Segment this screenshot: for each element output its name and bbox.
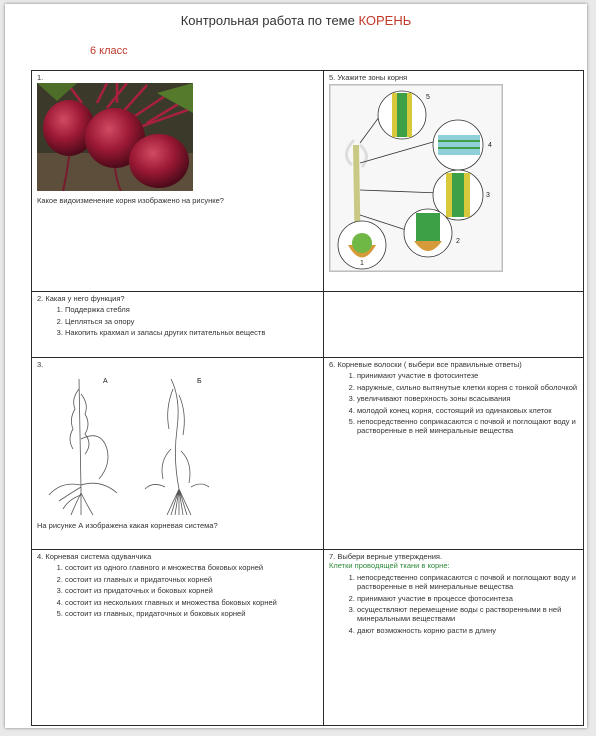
option: 1. состоит из одного главного и множества боковых корней: [65, 563, 318, 572]
zone-number-5: 5: [426, 94, 430, 102]
question-3-cell: [32, 358, 324, 550]
page-title: [5, 13, 587, 28]
question-6-options: [329, 371, 578, 435]
zone-number-3: 3: [486, 192, 490, 200]
zone-number-1: 1: [360, 260, 364, 268]
question-1-cell: [32, 71, 324, 292]
question-1-text: Какое видоизменение корня изображено на рисунке?: [37, 196, 224, 206]
option: 5. непосредственно соприкасаются с почвой и поглощают воду и растворенные в ней минеральные вещества: [357, 417, 578, 436]
question-7-cell: [324, 550, 584, 726]
option: 5. состоит из главных, придаточных и боковых корней: [65, 609, 318, 618]
figure-label-a: А: [103, 378, 108, 386]
option: 4. дают возможность корню расти в длину: [357, 626, 578, 635]
option: 4. молодой конец корня, состоящий из одинаковых клеток: [357, 406, 578, 415]
question-2-cell: [32, 292, 324, 358]
option: 2. состоит из главных и придаточных корней: [65, 575, 318, 584]
option: 2. принимают участие в процессе фотосинтеза: [357, 594, 578, 603]
question-1-number: 1.: [37, 73, 44, 82]
title-accent: КОРЕНЬ: [358, 13, 412, 28]
question-4-cell: [32, 550, 324, 726]
figure-label-b: Б: [197, 378, 202, 386]
option: 1. Поддержка стебля: [65, 305, 318, 314]
question-2-heading: 2. Какая у него функция?: [37, 294, 125, 303]
option: 4. состоит из нескольких главных и множества боковых корней: [65, 598, 318, 607]
questions-table: [31, 70, 584, 726]
zone-number-2: 2: [456, 238, 460, 246]
option: 3. увеличивают поверхность зоны всасывания: [357, 394, 578, 403]
question-7-heading: 7. Выбери верные утверждения.: [329, 552, 443, 561]
option: 3. состоит из придаточных и боковых корней: [65, 586, 318, 595]
question-7-options: [329, 573, 578, 635]
question-6-cell: [324, 358, 584, 550]
option: 3. осуществляют перемещение воды с растворенными в ней минеральными веществами: [357, 605, 578, 624]
question-3-text: На рисунке А изображена какая корневая система?: [37, 521, 218, 531]
worksheet-page: [5, 4, 587, 728]
question-2-options: [37, 305, 318, 337]
question-7-subheading: Клетки проводящей ткани в корне:: [329, 561, 450, 571]
root-systems-drawing: [41, 369, 241, 517]
option: 2. Цепляться за опору: [65, 317, 318, 326]
question-5-cell: [324, 71, 584, 292]
option: 1. принимают участие в фотосинтезе: [357, 371, 578, 380]
question-5-heading: 5. Укажите зоны корня: [329, 73, 408, 82]
title-prefix: Контрольная работа по теме: [180, 13, 359, 28]
question-4-heading: 4. Корневая система одуванчика: [37, 552, 152, 561]
option: 1. непосредственно соприкасаются с почвой и поглощают воду и растворенные в ней минеральные вещества: [357, 573, 578, 592]
zone-number-4: 4: [488, 142, 492, 150]
option: 3. Накопить крахмал и запасы других питательных веществ: [65, 328, 318, 337]
beetroot-photo: [37, 83, 193, 191]
question-4-options: [37, 563, 318, 618]
question-3-number: 3.: [37, 360, 44, 369]
root-zones-diagram: [329, 84, 503, 272]
option: 2. наружные, сильно вытянутые клетки корня с тонкой оболочкой: [357, 383, 578, 392]
question-6-heading: 6. Корневые волоски ( выбери все правильные ответы): [329, 360, 522, 369]
empty-cell: [324, 292, 584, 358]
grade-label: 6 класс: [90, 45, 128, 57]
